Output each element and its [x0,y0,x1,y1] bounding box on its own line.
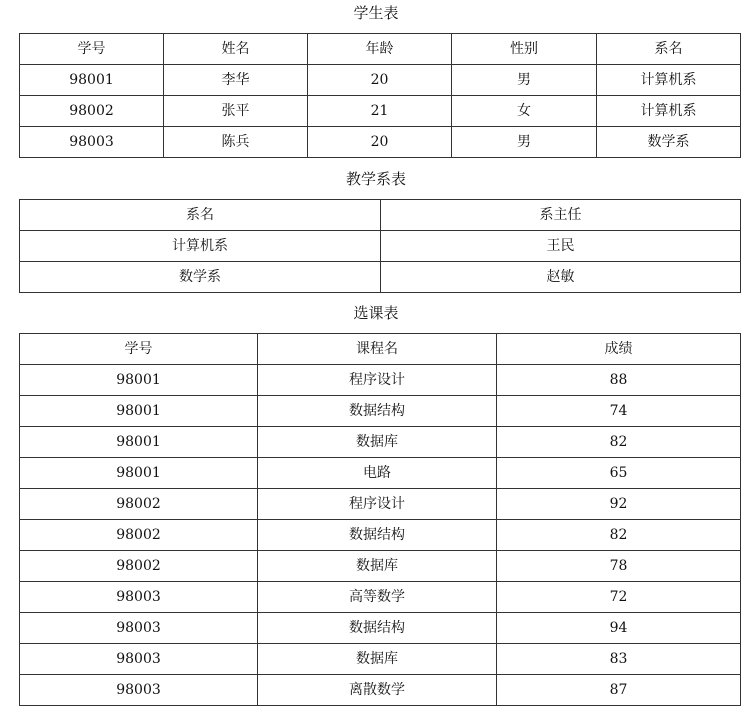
header-cell-age: 年龄 [308,34,452,65]
table-cell: 计算机系 [20,231,381,262]
table-cell: 98002 [20,96,164,127]
table-cell: 83 [497,644,741,675]
table-cell: 98001 [20,458,258,489]
table-row [20,231,741,262]
course-table-title: 选课表 [353,304,399,322]
header-cell-department: 系名 [597,34,741,65]
header-cell-department-head: 系主任 [381,200,741,231]
table-cell: 李华 [164,65,308,96]
table-cell: 王民 [381,231,741,262]
table-cell: 74 [497,396,741,427]
department-table-header-row [20,200,741,231]
table-cell: 72 [497,582,741,613]
table-cell: 数据结构 [258,396,497,427]
table-cell: 98001 [20,65,164,96]
table-cell: 98001 [20,427,258,458]
table-cell: 数学系 [597,127,741,158]
student-table-header-row [20,34,741,65]
table-cell: 92 [497,489,741,520]
table-row [20,365,741,396]
table-cell: 98002 [20,489,258,520]
table-row [20,520,741,551]
header-cell-course-name: 课程名 [258,334,497,365]
table-cell: 离散数学 [258,675,497,706]
student-table-title: 学生表 [353,4,399,22]
header-cell-gender: 性别 [452,34,597,65]
table-cell: 98003 [20,644,258,675]
table-cell: 82 [497,427,741,458]
table-row [20,427,741,458]
header-cell-grade: 成绩 [497,334,741,365]
table-cell: 98003 [20,582,258,613]
table-cell: 98003 [20,127,164,158]
table-cell: 数据库 [258,427,497,458]
table-cell: 计算机系 [597,96,741,127]
table-cell: 98002 [20,520,258,551]
table-cell: 98003 [20,613,258,644]
table-cell: 计算机系 [597,65,741,96]
table-cell: 20 [308,65,452,96]
course-selection-table [19,333,741,706]
table-cell: 陈兵 [164,127,308,158]
table-row [20,613,741,644]
table-cell: 20 [308,127,452,158]
table-cell: 赵敏 [381,262,741,293]
table-cell: 94 [497,613,741,644]
table-cell: 数据结构 [258,520,497,551]
table-row [20,262,741,293]
table-cell: 程序设计 [258,365,497,396]
table-cell: 78 [497,551,741,582]
table-cell: 98003 [20,675,258,706]
table-cell: 98002 [20,551,258,582]
table-row [20,675,741,706]
header-cell-student-id: 学号 [20,34,164,65]
header-cell-department: 系名 [20,200,381,231]
header-cell-name: 姓名 [164,34,308,65]
table-cell: 电路 [258,458,497,489]
table-row [20,582,741,613]
table-row [20,396,741,427]
table-cell: 数据库 [258,644,497,675]
table-cell: 数学系 [20,262,381,293]
table-cell: 高等数学 [258,582,497,613]
course-table-header-row [20,334,741,365]
table-cell: 21 [308,96,452,127]
table-row [20,127,741,158]
table-cell: 65 [497,458,741,489]
table-row [20,458,741,489]
table-cell: 87 [497,675,741,706]
table-cell: 女 [452,96,597,127]
table-row [20,65,741,96]
table-cell: 男 [452,65,597,96]
department-table [19,199,741,293]
student-table [19,33,741,158]
table-row [20,96,741,127]
table-cell: 张平 [164,96,308,127]
table-row [20,551,741,582]
department-table-title: 教学系表 [345,170,406,188]
table-cell: 数据库 [258,551,497,582]
table-row [20,644,741,675]
header-cell-student-id: 学号 [20,334,258,365]
table-cell: 男 [452,127,597,158]
table-cell: 88 [497,365,741,396]
table-row [20,489,741,520]
table-cell: 数据结构 [258,613,497,644]
table-cell: 82 [497,520,741,551]
table-cell: 98001 [20,365,258,396]
table-cell: 98001 [20,396,258,427]
table-cell: 程序设计 [258,489,497,520]
